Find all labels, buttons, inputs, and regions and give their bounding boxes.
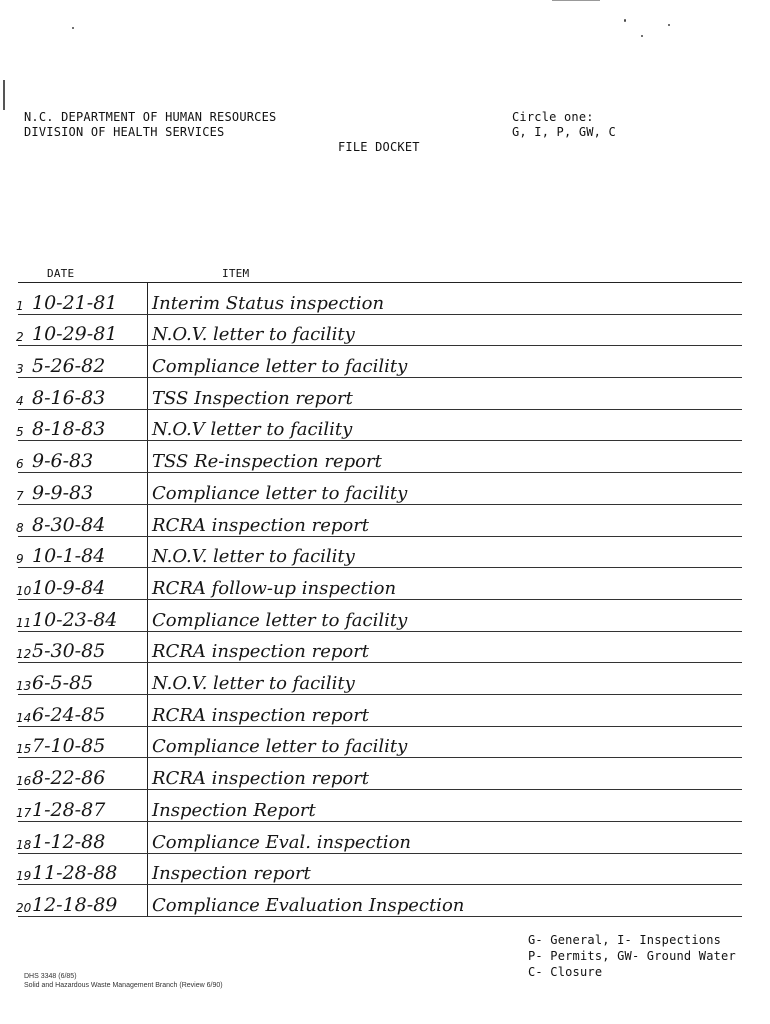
row-date: 9-9-83 (32, 481, 94, 504)
row-number: 12 (16, 647, 32, 662)
table-row (18, 378, 742, 410)
legend-line: G- General, I- Inspections (528, 933, 722, 947)
legend (528, 932, 736, 980)
table-row (18, 537, 742, 569)
row-item: RCRA inspection report (152, 704, 370, 726)
row-date: 9-6-83 (32, 450, 94, 473)
row-number: 17 (16, 805, 32, 820)
row-number: 6 (16, 457, 24, 472)
scan-speck (624, 19, 626, 22)
row-item: N.O.V. letter to facility (152, 673, 355, 695)
table-row (18, 410, 742, 442)
row-number: 10 (16, 583, 32, 598)
form-number: DHS 3348 (6/85) (24, 973, 77, 980)
row-date: 1-12-88 (32, 830, 106, 853)
row-item: Inspection report (152, 863, 311, 885)
table-row (18, 695, 742, 727)
row-item: N.O.V letter to facility (152, 419, 353, 441)
table-row (18, 663, 742, 695)
division-name: DIVISION OF HEALTH SERVICES (24, 125, 225, 139)
table-row (18, 822, 742, 854)
header-agency-block (24, 110, 276, 140)
table-row (18, 505, 742, 537)
row-date: 8-30-84 (32, 513, 106, 536)
row-item: Compliance letter to facility (152, 609, 408, 631)
table-row (18, 346, 742, 378)
table-row (18, 442, 742, 474)
table-row (18, 727, 742, 759)
row-date: 10-9-84 (32, 576, 106, 599)
table-row (18, 854, 742, 886)
row-date: 10-21-81 (32, 291, 118, 314)
row-item: N.O.V. letter to facility (152, 324, 355, 346)
row-number: 1 (16, 298, 24, 313)
row-date: 11-28-88 (32, 862, 118, 885)
row-item: RCRA inspection report (152, 514, 370, 536)
row-item: Compliance Eval. inspection (152, 831, 411, 853)
row-date: 10-23-84 (32, 608, 118, 631)
row-item: RCRA follow-up inspection (152, 577, 397, 599)
scan-speck (641, 35, 643, 37)
legend-line: C- Closure (528, 965, 603, 979)
column-header-item: ITEM (222, 267, 250, 280)
row-number: 2 (16, 330, 24, 345)
branch-name: Solid and Hazardous Waste Management Branch (Review 6/90) (24, 982, 223, 989)
row-date: 8-22-86 (32, 767, 106, 790)
scan-edge-mark (3, 80, 5, 110)
scan-speck (72, 27, 74, 29)
row-date: 12-18-89 (32, 893, 118, 916)
scan-speck (668, 24, 670, 26)
row-number: 3 (16, 362, 24, 377)
row-item: Compliance letter to facility (152, 356, 408, 378)
agency-name: N.C. DEPARTMENT OF HUMAN RESOURCES (24, 110, 277, 124)
row-date: 6-24-85 (32, 703, 106, 726)
row-item: TSS Inspection report (152, 387, 353, 409)
row-item: Inspection Report (152, 799, 316, 821)
row-number: 5 (16, 425, 24, 440)
table-row (18, 759, 742, 791)
row-date: 1-28-87 (32, 798, 106, 821)
circle-label: Circle one: (512, 110, 594, 124)
table-row (18, 632, 742, 664)
row-item: Compliance Evaluation Inspection (152, 894, 465, 916)
row-date: 10-1-84 (32, 545, 106, 568)
row-date: 7-10-85 (32, 735, 106, 758)
table-row (18, 568, 742, 600)
row-date: 8-16-83 (32, 386, 106, 409)
row-date: 5-30-85 (32, 640, 106, 663)
table-row (18, 790, 742, 822)
row-number: 15 (16, 742, 32, 757)
row-number: 18 (16, 837, 32, 852)
column-header-date: DATE (47, 267, 75, 280)
row-item: RCRA inspection report (152, 641, 370, 663)
table-row (18, 283, 742, 315)
row-number: 19 (16, 869, 32, 884)
circle-options: G, I, P, GW, C (512, 125, 616, 139)
row-number: 9 (16, 552, 24, 567)
table-row (18, 473, 742, 505)
row-number: 16 (16, 774, 32, 789)
row-number: 7 (16, 488, 24, 503)
row-number: 11 (16, 615, 32, 630)
row-number: 14 (16, 710, 32, 725)
row-number: 8 (16, 520, 24, 535)
row-item: TSS Re-inspection report (152, 451, 382, 473)
row-date: 6-5-85 (32, 672, 94, 695)
scan-edge-mark (552, 0, 600, 1)
circle-one-block (512, 110, 616, 140)
table-row (18, 315, 742, 347)
row-number: 20 (16, 900, 32, 915)
table-row (18, 885, 742, 917)
form-footer (24, 972, 223, 990)
row-item: Interim Status inspection (152, 292, 385, 314)
row-number: 4 (16, 393, 24, 408)
row-date: 10-29-81 (32, 323, 118, 346)
row-item: Compliance letter to facility (152, 482, 408, 504)
row-item: RCRA inspection report (152, 768, 370, 790)
row-item: N.O.V. letter to facility (152, 546, 355, 568)
page-title: FILE DOCKET (338, 140, 420, 154)
row-item: Compliance letter to facility (152, 736, 408, 758)
row-date: 5-26-82 (32, 355, 106, 378)
row-date: 8-18-83 (32, 418, 106, 441)
row-number: 13 (16, 679, 32, 694)
legend-line: P- Permits, GW- Ground Water (528, 949, 736, 963)
table-row (18, 600, 742, 632)
